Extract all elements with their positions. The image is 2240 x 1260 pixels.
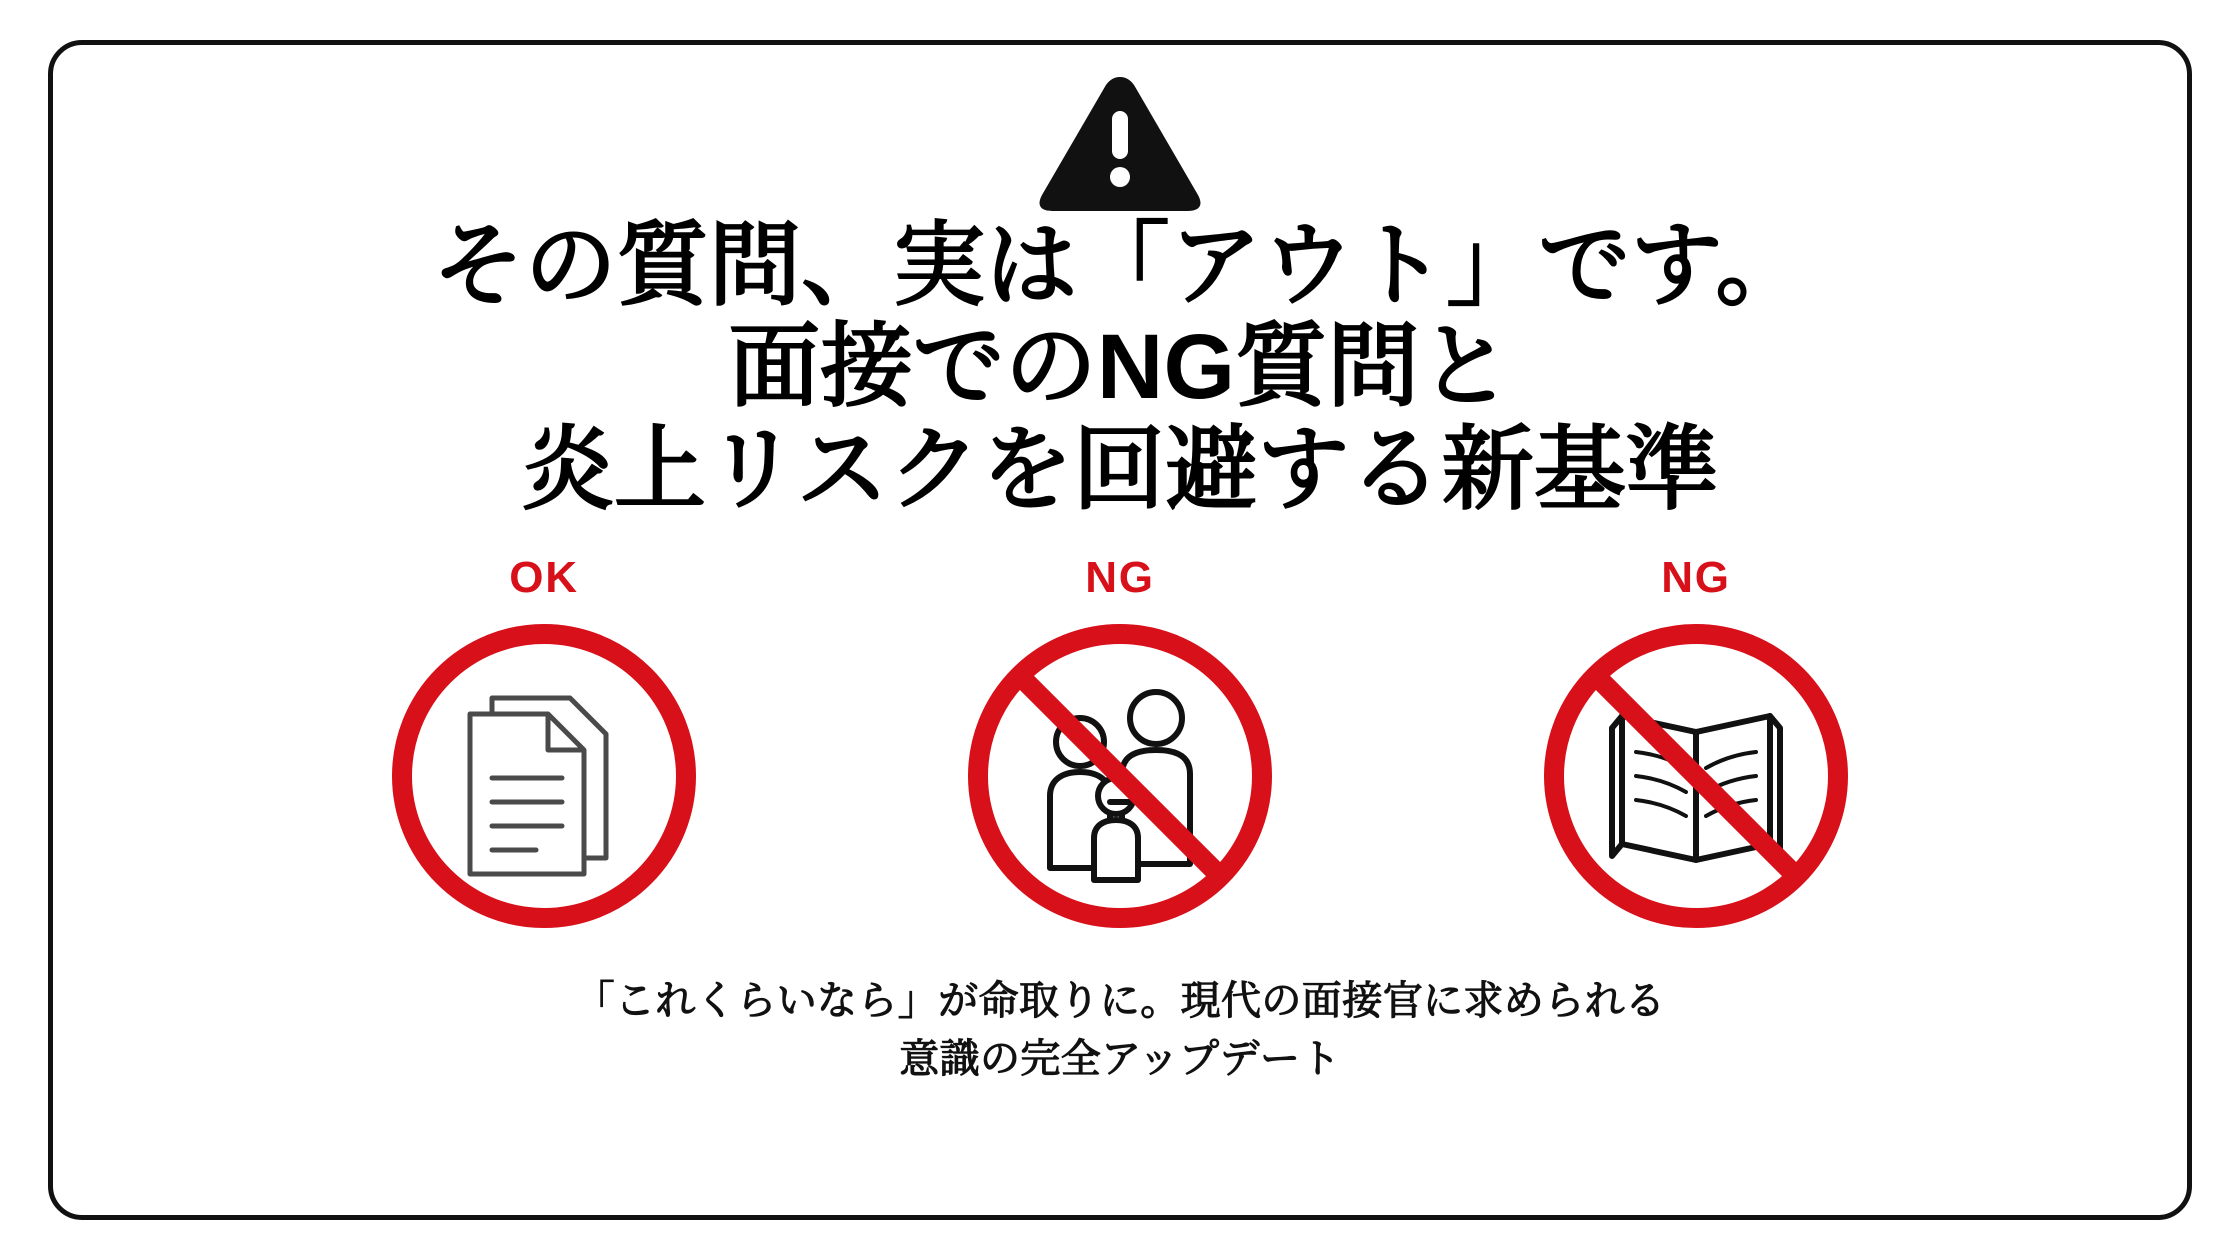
icon-cell-documents xyxy=(374,553,714,946)
warning-triangle-icon xyxy=(1035,71,1205,211)
open-book-icon xyxy=(1526,606,1866,946)
headline-line-1: その質問、実は「アウト」です。 xyxy=(432,215,1808,317)
status-badge-ok: OK xyxy=(509,553,579,603)
status-badge-ng-family: NG xyxy=(1085,553,1155,603)
family-people-icon xyxy=(950,606,1290,946)
caption-line-1: 「これくらいなら」が命取りに。現代の面接官に求められる xyxy=(574,979,1666,1024)
documents-icon xyxy=(374,606,714,946)
caption xyxy=(575,972,1666,1088)
icon-cell-family xyxy=(950,553,1290,946)
bordered-card xyxy=(48,40,2192,1220)
icon-cell-book xyxy=(1526,553,1866,946)
status-badge-ng-book: NG xyxy=(1661,553,1731,603)
icon-row xyxy=(374,553,1866,946)
headline-line-2: 面接でのNG質問と xyxy=(728,316,1512,419)
caption-line-2: 意識の完全アップデート xyxy=(899,1037,1341,1082)
headline-line-3: 炎上リスクを回避する新基準 xyxy=(521,419,1719,522)
headline xyxy=(432,217,1807,522)
